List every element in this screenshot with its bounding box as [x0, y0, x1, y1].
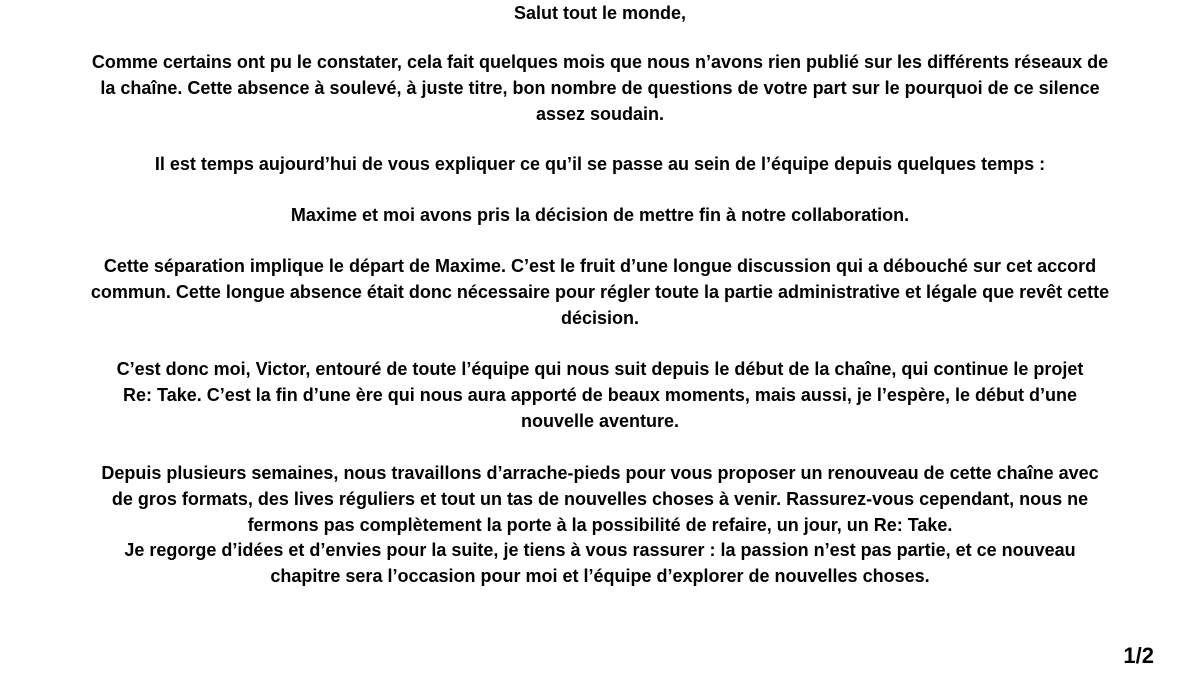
- text-line: Re: Take. C’est la fin d’une ère qui nous aura apporté de beaux moments, mais aussi, je l’espère, le début d’une: [123, 384, 1077, 405]
- text-line: fermons pas complètement la porte à la possibilité de refaire, un jour, un Re: Take.: [247, 514, 953, 535]
- text-line: Je regorge d’idées et d’envies pour la suite, je tiens à vous rassurer : la passion n’est pas partie, et ce nouveau: [124, 540, 1076, 561]
- paragraph-intro: [0, 50, 1200, 127]
- paragraph-victor: [0, 357, 1200, 434]
- text-line: chapitre sera l’occasion pour moi et l’équipe d’explorer de nouvelles choses.: [270, 566, 930, 587]
- page-number: 1/2: [1123, 643, 1154, 668]
- text-line: commun. Cette longue absence était donc nécessaire pour régler toute la partie administrative et légale que revêt cette: [90, 281, 1110, 302]
- greeting-line: Salut tout le monde,: [513, 3, 686, 23]
- text-line: Cette séparation implique le départ de Maxime. C’est le fruit d’une longue discussion qui a débouché sur cet accord: [103, 256, 1097, 276]
- text-line: nouvelle aventure.: [520, 410, 680, 431]
- text-line: de gros formats, des lives réguliers et tout un tas de nouvelles choses à venir. Rassurez-vous cependant, nous ne: [111, 488, 1089, 509]
- paragraph-explanation: [0, 152, 1200, 178]
- paragraph-future: [0, 461, 1200, 590]
- text-line: Maxime et moi avons pris la décision de mettre fin à notre collaboration.: [290, 205, 910, 225]
- paragraph-decision: [0, 203, 1200, 229]
- text-line: C’est donc moi, Victor, entouré de toute l’équipe qui nous suit depuis le début de la chaîne, qui continue le projet: [116, 359, 1084, 379]
- greeting: [0, 1, 1200, 27]
- text-line: Depuis plusieurs semaines, nous travaillons d’arrache-pieds pour vous proposer un renouveau de cette chaîne avec: [101, 463, 1099, 483]
- text-line: la chaîne. Cette absence à soulevé, à juste titre, bon nombre de questions de votre part sur le pourquoi de ce silence: [100, 77, 1100, 98]
- text-line: assez soudain.: [535, 103, 665, 124]
- paragraph-separation: [0, 254, 1200, 331]
- text-line: Comme certains ont pu le constater, cela fait quelques mois que nous n’avons rien publié sur les différents réseaux de: [91, 52, 1109, 72]
- text-line: Il est temps aujourd’hui de vous expliquer ce qu’il se passe au sein de l’équipe depuis quelques temps :: [154, 154, 1046, 174]
- text-line: décision.: [560, 307, 640, 328]
